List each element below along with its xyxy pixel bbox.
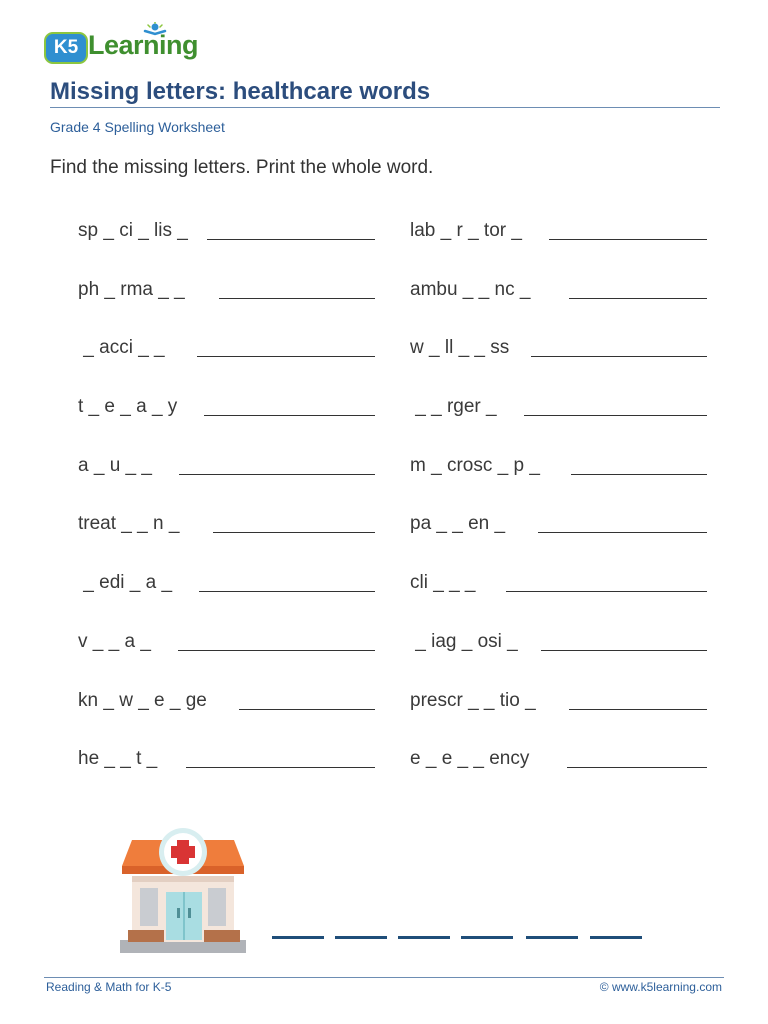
- word-row: [78, 453, 375, 487]
- logo-figure-icon: [142, 22, 168, 44]
- answer-dash[interactable]: [526, 936, 578, 939]
- clinic-icon: [118, 828, 248, 956]
- instruction-text: Find the missing letters. Print the whole word.: [50, 157, 434, 178]
- word-row: [410, 218, 707, 252]
- answer-line[interactable]: [567, 767, 707, 768]
- answer-line[interactable]: [199, 591, 375, 592]
- answer-line[interactable]: [179, 474, 375, 475]
- word-row: [410, 394, 707, 428]
- word-prompt: t _ e _ a _ y: [78, 396, 178, 417]
- word-row: [410, 629, 707, 663]
- word-row: [78, 511, 375, 545]
- answer-line[interactable]: [541, 650, 707, 651]
- word-row: [410, 570, 707, 604]
- word-row: [410, 511, 707, 545]
- word-row: [78, 746, 375, 780]
- word-row: [78, 688, 375, 722]
- word-prompt: lab _ r _ tor _: [410, 220, 522, 241]
- word-row: [78, 394, 375, 428]
- answer-line[interactable]: [239, 709, 375, 710]
- word-row: [410, 688, 707, 722]
- word-row: [78, 335, 375, 369]
- logo-k5-badge: K5: [44, 32, 88, 64]
- word-row: [410, 453, 707, 487]
- answer-line[interactable]: [207, 239, 375, 240]
- word-prompt: m _ crosc _ p _: [410, 455, 540, 476]
- word-prompt: pa _ _ en _: [410, 513, 506, 534]
- answer-line[interactable]: [186, 767, 375, 768]
- answer-line[interactable]: [569, 298, 707, 299]
- word-row: [410, 746, 707, 780]
- answer-line[interactable]: [571, 474, 707, 475]
- word-prompt: cli _ _ _: [410, 572, 476, 593]
- answer-line[interactable]: [219, 298, 375, 299]
- word-row: [78, 277, 375, 311]
- title-divider: [50, 107, 720, 108]
- word-prompt: w _ ll _ _ ss: [410, 337, 510, 358]
- footer-divider: [44, 977, 724, 978]
- k5-learning-logo: [44, 22, 204, 66]
- answer-line[interactable]: [569, 709, 707, 710]
- answer-line[interactable]: [506, 591, 707, 592]
- logo-wordmark: Learning: [88, 30, 199, 60]
- word-prompt: prescr _ _ tio _: [410, 690, 536, 711]
- word-row: [78, 570, 375, 604]
- answer-line[interactable]: [197, 356, 375, 357]
- answer-dash[interactable]: [335, 936, 387, 939]
- answer-line[interactable]: [213, 532, 375, 533]
- word-prompt: ambu _ _ nc _: [410, 279, 531, 300]
- answer-line[interactable]: [204, 415, 375, 416]
- word-prompt: kn _ w _ e _ ge: [78, 690, 207, 711]
- word-row: [410, 277, 707, 311]
- footer-tagline: Reading & Math for K-5: [46, 980, 172, 994]
- word-row: [78, 218, 375, 252]
- answer-dash[interactable]: [398, 936, 450, 939]
- word-prompt: he _ _ t _: [78, 748, 158, 769]
- answer-dash[interactable]: [461, 936, 513, 939]
- word-prompt: e _ e _ _ ency: [410, 748, 530, 769]
- page-subtitle: Grade 4 Spelling Worksheet: [50, 119, 225, 135]
- word-prompt: sp _ ci _ lis _: [78, 220, 188, 241]
- answer-line[interactable]: [531, 356, 707, 357]
- answer-line[interactable]: [178, 650, 375, 651]
- word-prompt: _ edi _ a _: [78, 572, 173, 593]
- answer-line[interactable]: [524, 415, 707, 416]
- answer-line[interactable]: [538, 532, 707, 533]
- word-prompt: a _ u _ _: [78, 455, 152, 476]
- word-prompt: treat _ _ n _: [78, 513, 180, 534]
- answer-dash[interactable]: [272, 936, 324, 939]
- word-prompt: ph _ rma _ _: [78, 279, 185, 300]
- word-prompt: _ acci _ _: [78, 337, 165, 358]
- word-prompt: _ iag _ osi _: [410, 631, 518, 652]
- footer-website: © www.k5learning.com: [599, 980, 722, 994]
- page-title: Missing letters: healthcare words: [50, 78, 431, 105]
- word-row: [410, 335, 707, 369]
- word-row: [78, 629, 375, 663]
- answer-line[interactable]: [549, 239, 707, 240]
- word-prompt: v _ _ a _: [78, 631, 151, 652]
- word-prompt: _ _ rger _: [410, 396, 497, 417]
- answer-dash[interactable]: [590, 936, 642, 939]
